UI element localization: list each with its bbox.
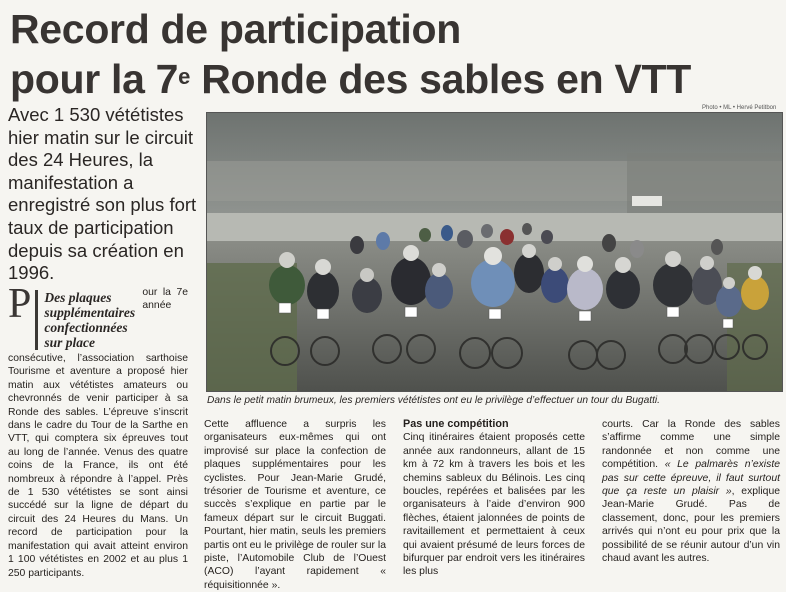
headline	[10, 4, 780, 104]
article-column-4-quote: « Le palmarès n’existe pas sur cette épreuve, il faut surtout que ça reste un plaisir »	[602, 459, 780, 498]
drop-cap: P	[8, 281, 32, 327]
photo-credit: Photo • ML • Hervé Petitbon	[702, 105, 777, 111]
article-column-4-text-a: courts. Car la Ronde des sables s’affirme comme une simple randonnée et non comme une compétition.	[602, 419, 780, 471]
article-lead: Avec 1 530 vététistes hier matin sur le circuit des 24 Heures, la manifestation a enregistré son plus fort taux de participation depuis sa création en 1996.	[8, 104, 197, 284]
headline-line-1: Record de participation	[10, 6, 462, 52]
article-column-4-text-b: , explique Jean-Marie Grudé. Pas de classement, donc, pour les premiers arrivés qui n’ont eu pour prix que la possibilité de se réunir autour d’un vin chaud avant les autres.	[602, 486, 781, 565]
cyclists-photo-illustration	[207, 113, 782, 391]
article-column-4	[602, 418, 780, 565]
article-column-2	[204, 418, 386, 592]
headline-line-2-end: Ronde des sables en VTT	[190, 56, 691, 102]
article-column-1	[8, 281, 188, 580]
photo-caption: Dans le petit matin brumeux, les premiers vététistes ont eu le privilège d’effectuer un tour du Bugatti.	[207, 395, 661, 406]
article-photo	[206, 112, 783, 392]
article-column-2-text: Cette affluence a surpris les organisateurs eux-mêmes qui ont improvisé sur place la confection de plaques supplémentaires pour les cyclistes. Pour Jean-Marie Grudé, trésorier de Tourisme et aventure, ce succès s’explique en partie par le fameux départ sur le circuit Buggati. Pourtant, hier matin, seuls les premiers partis ont eu le privilège de rouler sur la piste, l’Automobile Club de l’Ouest (ACO) l’ayant rapidement « réquisitionnée ».	[204, 419, 386, 591]
headline-superscript: e	[178, 64, 191, 89]
article-column-1-text: our la 7e année consécutive, l’association sarthoise Tourisme et aventure a proposé hier matin aux vététistes amateurs ou chevronnés de venir participer à sa Ronde des sables. L’épreuve s’inscrit dans le cadre du Tour de la Sarthe en VTT, qui comptera six épreuves tout au long de l’année. Venus des quatre coins de la France, ils ont été nombreux à répondre à l’appel. Près de 1 530 vététistes se sont ainsi succédé sur la ligne de départ du circuit des 24 Heures du Mans. Un record de participation pour la manifestation qui avait atteint environ 1 100 vététistes en 2002 et au plus 1 250 participants.	[8, 287, 188, 579]
subheading: Pas une compétition	[403, 418, 509, 430]
pull-quote: Des plaques supplémentaires confectionnées sur place	[35, 290, 136, 350]
article-column-3-text: Cinq itinéraires étaient proposés cette année aux randonneurs, allant de 15 km à 72 km à travers les bois et les chemins sableux du Bélinois. Les cinq boucles, repérées et balisées par les organisateurs à l’aide d’environ 900 flèches, étaient jalonnées de points de ravitaillement et permettaient à ceux qui avaient présumé de leurs forces de bifurquer par endroit vers les itinéraires les plus	[403, 432, 585, 578]
headline-line-2-start: pour la 7	[10, 56, 179, 102]
article-column-3	[403, 418, 585, 579]
